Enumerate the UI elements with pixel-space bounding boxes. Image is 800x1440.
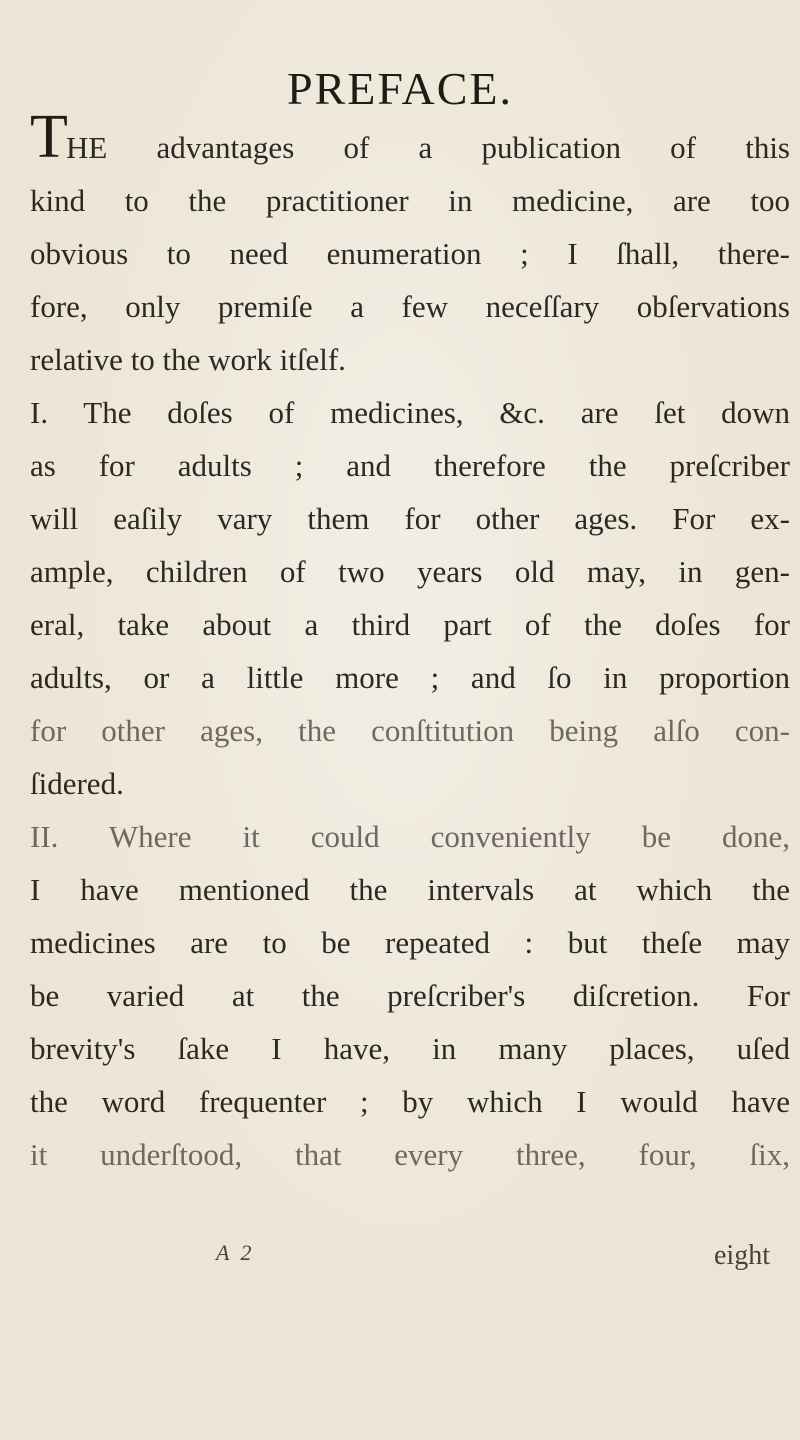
page-title: PREFACE. bbox=[286, 63, 514, 114]
text-line-11: adults, or a little more ; and ſo in proportion bbox=[30, 660, 790, 695]
text-line-12: for other ages, the conſtitution being alſo con- bbox=[30, 713, 790, 748]
text-line-18: brevity's ſake I have, in many places, uſed bbox=[30, 1031, 790, 1066]
text-line-17: be varied at the preſcriber's diſcretion. For bbox=[30, 978, 790, 1013]
text-line-6: I. The doſes of medicines, &c. are ſet down bbox=[30, 395, 790, 430]
text-line-14: II. Where it could conveniently be done, bbox=[30, 819, 790, 854]
text-line-10: eral, take about a third part of the doſes for bbox=[30, 607, 790, 642]
text-line-20: it underſtood, that every three, four, ſix, bbox=[30, 1137, 790, 1172]
drop-cap: T bbox=[30, 103, 68, 171]
text-line-15: I have mentioned the intervals at which the bbox=[30, 872, 790, 907]
text-line-3: obvious to need enumeration ; I ſhall, there- bbox=[30, 236, 790, 271]
text-line-9: ample, children of two years old may, in gen- bbox=[30, 554, 790, 589]
text-line-13: ſidered. bbox=[30, 766, 124, 801]
text-line-7: as for adults ; and therefore the preſcriber bbox=[30, 448, 790, 483]
text-line-19: the word frequenter ; by which I would have bbox=[30, 1084, 790, 1119]
text-line-16: medicines are to be repeated : but theſe may bbox=[30, 925, 790, 960]
text-line-4: fore, only premiſe a few neceſſary obſervations bbox=[30, 289, 790, 324]
catchword: eight bbox=[714, 1240, 770, 1271]
text-line-5: relative to the work itſelf. bbox=[30, 342, 346, 377]
signature-mark: A 2 bbox=[216, 1240, 255, 1265]
text-line-1: HE advantages of a publication of this bbox=[66, 130, 790, 165]
text-line-2: kind to the practitioner in medicine, are too bbox=[30, 183, 790, 218]
text-line-8: will eaſily vary them for other ages. For ex- bbox=[30, 501, 790, 536]
